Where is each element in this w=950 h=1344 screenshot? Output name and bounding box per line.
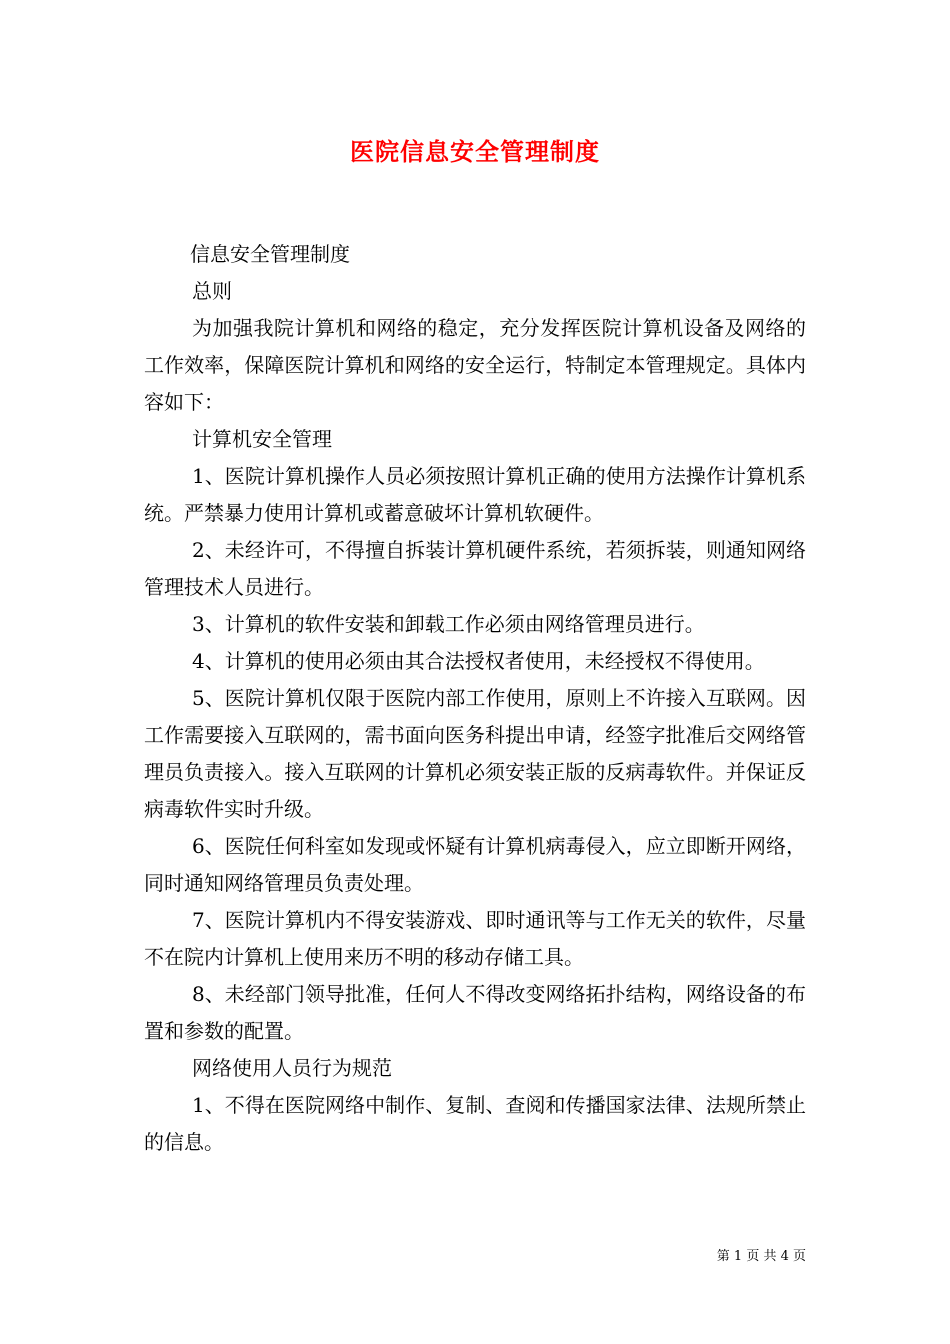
- section-heading: 计算机安全管理: [192, 427, 332, 451]
- section-heading: 总则: [192, 279, 232, 303]
- document-title: 医院信息安全管理制度: [350, 137, 600, 166]
- body-paragraph: 2、未经许可，不得擅自拆装计算机硬件系统，若须拆装，则通知网络管理技术人员进行。: [144, 538, 806, 599]
- body-paragraph: 1、不得在医院网络中制作、复制、查阅和传播国家法律、法规所禁止的信息。: [144, 1093, 806, 1154]
- body-paragraph: 6、医院任何科室如发现或怀疑有计算机病毒侵入，应立即断开网络，同时通知网络管理员负责处理。: [144, 834, 806, 895]
- body-paragraph: 8、未经部门领导批准，任何人不得改变网络拓扑结构，网络设备的布置和参数的配置。: [144, 982, 806, 1043]
- page-number: 第 1 页 共 4 页: [716, 1249, 806, 1264]
- body-paragraph: 1、医院计算机操作人员必须按照计算机正确的使用方法操作计算机系统。严禁暴力使用计算机或蓄意破坏计算机软硬件。: [144, 464, 806, 525]
- section-heading: 信息安全管理制度: [190, 242, 350, 266]
- section-heading: 网络使用人员行为规范: [192, 1056, 392, 1080]
- body-paragraph: 7、医院计算机内不得安装游戏、即时通讯等与工作无关的软件，尽量不在院内计算机上使用来历不明的移动存储工具。: [144, 908, 806, 969]
- body-paragraph: 4、计算机的使用必须由其合法授权者使用，未经授权不得使用。: [192, 649, 765, 673]
- body-paragraph: 3、计算机的软件安装和卸载工作必须由网络管理员进行。: [192, 612, 705, 636]
- body-paragraph: 5、医院计算机仅限于医院内部工作使用，原则上不许接入互联网。因工作需要接入互联网的，需书面向医务科提出申请，经签字批准后交网络管理员负责接入。接入互联网的计算机必须安装正版的反病毒软件。并保证反病毒软件实时升级。: [144, 686, 806, 821]
- body-paragraph: 为加强我院计算机和网络的稳定，充分发挥医院计算机设备及网络的工作效率，保障医院计算机和网络的安全运行，特制定本管理规定。具体内容如下：: [144, 316, 806, 414]
- document-body: [144, 236, 806, 1161]
